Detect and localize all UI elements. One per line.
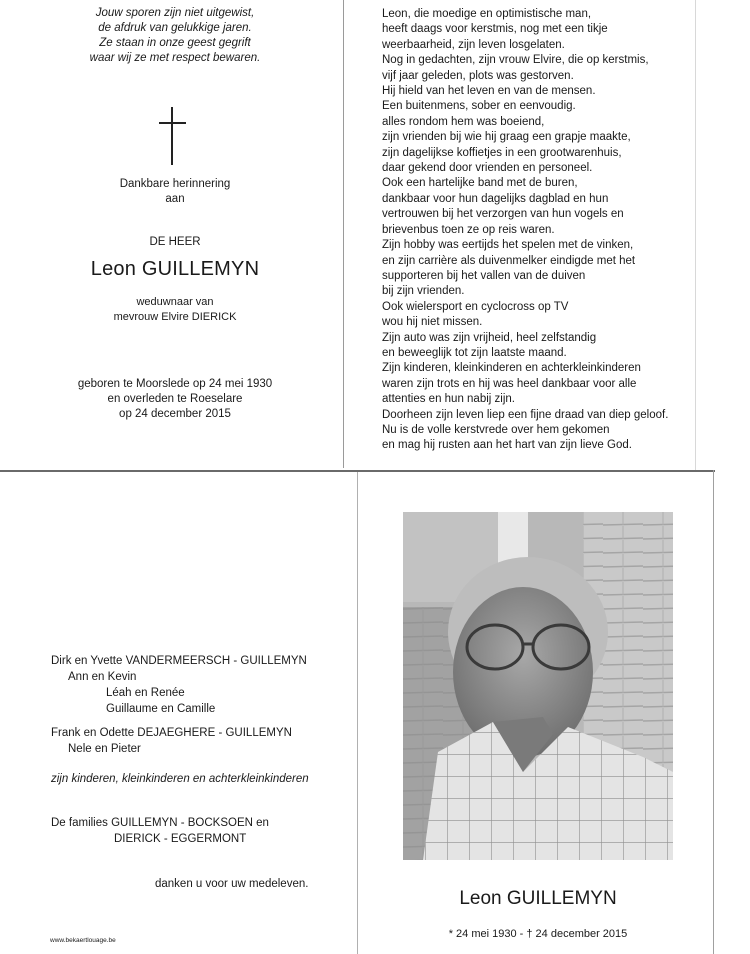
honorific: DE HEER xyxy=(149,236,201,248)
eulogy-line: heeft daags voor kerstmis, nog met een tikje xyxy=(382,23,608,36)
portrait-photo xyxy=(403,512,673,860)
family-grandchildren: Léah en Renée xyxy=(106,687,185,699)
family-parents: Dirk en Yvette VANDERMEERSCH - GUILLEMYN xyxy=(51,655,307,667)
eulogy-line: zijn vrienden bij wie hij graag een grapje maakte, xyxy=(382,131,631,144)
eulogy-line: weerbaarheid, zijn leven losgelaten. xyxy=(382,38,565,51)
eulogy-line: waren zijn trots en hij was heel dankbaar voor alle xyxy=(382,377,637,390)
deceased-name: Leon GUILLEMYN xyxy=(90,258,260,280)
family-parents: Frank en Odette DEJAEGHERE - GUILLEMYN xyxy=(51,727,292,739)
photo-caption-name: Leon GUILLEMYN xyxy=(459,888,617,909)
eulogy-line: vijf jaar geleden, plots was gestorven. xyxy=(382,69,574,82)
memorial-poem xyxy=(40,6,310,66)
family-grandchildren: Guillaume en Camille xyxy=(106,703,216,715)
date-line: op 24 december 2015 xyxy=(119,408,231,420)
date-line: en overleden te Roeselare xyxy=(107,393,243,405)
eulogy-text xyxy=(382,7,692,454)
eulogy-line: attenties en hun nabij zijn. xyxy=(382,393,515,406)
eulogy-line: en beweeglijk tot zijn laatste maand. xyxy=(382,346,567,359)
eulogy-line: Nog in gedachten, zijn vrouw Elvire, die op kerstmis, xyxy=(382,54,649,67)
thanks-line: danken u voor uw medeleven. xyxy=(155,878,309,890)
photo-caption-dates: * 24 mei 1930 - † 24 december 2015 xyxy=(448,928,628,940)
top-fold-line xyxy=(343,0,344,468)
eulogy-line: supporteren bij het vallen van de duiven xyxy=(382,269,586,282)
extended-families xyxy=(51,815,269,847)
portrait-image xyxy=(403,512,673,860)
printer-website: www.bekaertlouage.be xyxy=(50,937,116,944)
remembrance-line: Dankbare herinnering xyxy=(119,178,231,190)
eulogy-line: Ook een hartelijke band met de buren, xyxy=(382,177,578,190)
poem-line: waar wij ze met respect bewaren. xyxy=(89,52,261,64)
eulogy-line: en mag hij rusten aan het hart van zijn lieve God. xyxy=(382,439,632,452)
eulogy-line: Leon, die moedige en optimistische man, xyxy=(382,8,592,20)
eulogy-line: en zijn carrière als duivenmelker eindigde met het xyxy=(382,254,636,267)
spouse-line: mevrouw Elvire DIERICK xyxy=(113,311,237,323)
top-right-edge xyxy=(695,0,696,470)
poem-line: de afdruk van gelukkige jaren. xyxy=(98,22,252,34)
eulogy-line: zijn dagelijkse koffietjes in een grootwarenhuis, xyxy=(382,146,622,159)
eulogy-line: Ook wielersport en cyclocross op TV xyxy=(382,300,569,313)
spouse-line: weduwnaar van xyxy=(136,296,214,308)
family-1 xyxy=(51,653,307,717)
families-line: DIERICK - EGGERMONT xyxy=(114,833,247,845)
eulogy-line: wou hij niet missen. xyxy=(382,316,483,329)
eulogy-line: Hij hield van het leven en van de mensen. xyxy=(382,85,596,98)
eulogy-line: alles rondom hem was boeiend, xyxy=(382,115,545,128)
remembrance-heading xyxy=(40,177,310,207)
eulogy-line: vertrouwen bij het verzorgen van hun vogels en xyxy=(382,208,624,221)
spouse-info xyxy=(40,295,310,325)
eulogy-line: Zijn hobby was eertijds het spelen met de vinken, xyxy=(382,239,634,252)
poem-line: Ze staan in onze geest gegrift xyxy=(99,37,251,49)
remembrance-line: aan xyxy=(165,193,185,205)
eulogy-line: brievenbus toen ze op reis waren. xyxy=(382,223,555,236)
eulogy-line: Zijn auto was zijn vrijheid, heel zelfstandig xyxy=(382,331,597,344)
date-line: geboren te Moorslede op 24 mei 1930 xyxy=(77,378,273,390)
eulogy-line: daar gekend door vrienden en personeel. xyxy=(382,162,593,175)
bottom-fold-line xyxy=(357,472,358,954)
eulogy-line: Zijn kinderen, kleinkinderen en achterkleinkinderen xyxy=(382,362,641,375)
family-2 xyxy=(51,725,292,757)
eulogy-line: dankbaar voor hun dagelijks dagblad en hun xyxy=(382,192,609,205)
bottom-right-edge xyxy=(713,470,714,954)
eulogy-line: Doorheen zijn leven liep een fijne draad van diep geloof. xyxy=(382,408,669,421)
family-children: Nele en Pieter xyxy=(68,743,141,755)
family-children: Ann en Kevin xyxy=(68,671,137,683)
families-line: De families GUILLEMYN - BOCKSOEN en xyxy=(51,817,269,829)
life-dates xyxy=(40,377,310,422)
poem-line: Jouw sporen zijn niet uitgewist, xyxy=(95,7,255,19)
descendants-line: zijn kinderen, kleinkinderen en achterkleinkinderen xyxy=(51,773,309,785)
eulogy-line: Een buitenmens, sober en eenvoudig. xyxy=(382,100,576,113)
eulogy-line: Nu is de volle kerstvrede over hem gekomen xyxy=(382,423,610,436)
eulogy-line: bij zijn vrienden. xyxy=(382,285,465,298)
